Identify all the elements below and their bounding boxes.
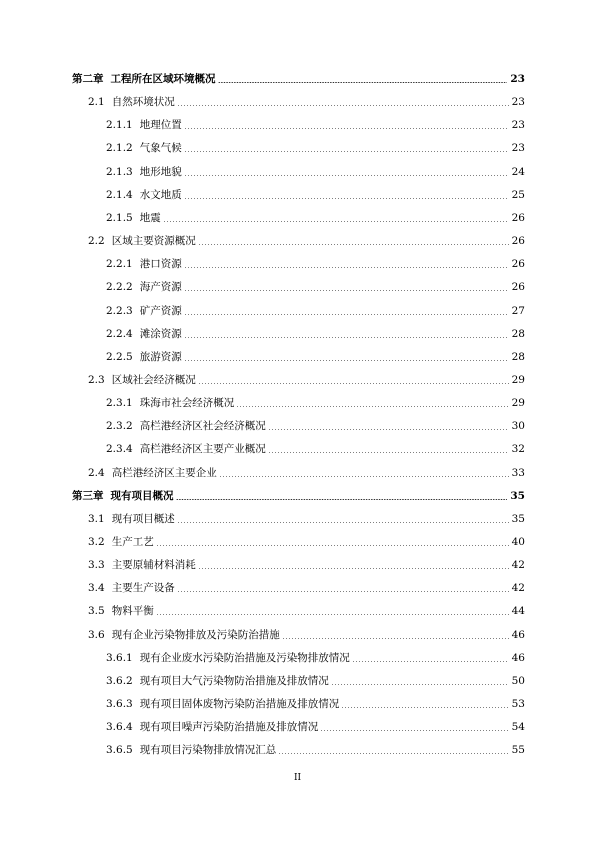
toc-entry[interactable]	[106, 257, 525, 271]
dot-leader	[184, 151, 509, 152]
dot-leader	[184, 314, 509, 315]
toc-entry-title: 现有项目噪声污染防治措施及排放情况	[139, 721, 319, 734]
dot-leader	[282, 638, 509, 639]
dot-leader	[198, 383, 509, 384]
toc-entry-title: 现有企业废水污染防治措施及污染物排放情况	[139, 651, 350, 664]
toc-entry-title: 高栏港经济区社会经济概况	[139, 420, 266, 433]
toc-entry-number: 2.2	[88, 235, 105, 248]
toc-entry-title: 现有项目概述	[111, 512, 175, 525]
dot-leader	[177, 591, 509, 592]
toc-entry-number: 2.3.2	[106, 420, 133, 433]
toc-entry-title: 现有项目概况	[110, 489, 174, 502]
toc-entry-number: 3.6.2	[106, 674, 133, 687]
toc-entry-title: 现有项目大气污染物防治措施及排放情况	[139, 674, 329, 687]
toc-entry-title: 主要原辅材料消耗	[111, 559, 196, 572]
toc-entry-title: 地形地貌	[139, 165, 182, 178]
dot-leader	[352, 661, 509, 662]
dot-leader	[218, 82, 508, 83]
toc-entry[interactable]	[106, 118, 525, 132]
dot-leader	[163, 221, 509, 222]
toc-entry-number: 2.2.2	[106, 281, 133, 294]
toc-entry-page: 24	[511, 165, 525, 178]
toc-entry-title: 现有项目固体废物污染防治措施及排放情况	[139, 698, 340, 711]
toc-entry[interactable]	[106, 720, 525, 734]
toc-entry[interactable]	[106, 327, 525, 341]
dot-leader	[278, 753, 508, 754]
toc-entry-title: 旅游资源	[139, 350, 182, 363]
toc-entry-number: 2.1.1	[106, 119, 133, 132]
toc-entry-number: 2.1.3	[106, 165, 133, 178]
toc-entry-page: 40	[511, 536, 525, 548]
page-number-footer: II	[293, 773, 302, 783]
toc-entry-title: 现有项目污染物排放情况汇总	[139, 744, 277, 757]
toc-entry-number: 第三章	[72, 489, 104, 502]
toc-entry-number: 2.2.5	[106, 350, 133, 363]
toc-entry[interactable]	[88, 234, 525, 248]
toc-entry-number: 2.1.5	[106, 211, 133, 224]
toc-entry-number: 2.3.1	[106, 397, 133, 410]
toc-entry-number: 3.6	[88, 628, 105, 641]
toc-entry-page: 54	[511, 721, 525, 734]
toc-entry-page: 42	[511, 582, 525, 595]
toc-entry-number: 2.2.3	[106, 304, 133, 317]
toc-entry-number: 3.5	[88, 605, 105, 618]
dot-leader	[184, 175, 509, 176]
toc-entry-title: 矿产资源	[139, 304, 182, 317]
toc-entry[interactable]	[106, 350, 525, 364]
toc-entry-page: 23	[511, 142, 525, 155]
dot-leader	[184, 198, 509, 199]
toc-entry-page: 25	[511, 188, 525, 201]
toc-entry[interactable]	[88, 95, 525, 109]
toc-entry-page: 55	[511, 744, 525, 757]
toc-entry-title: 现有企业污染物排放及污染防治措施	[111, 628, 280, 641]
dot-leader	[341, 707, 508, 708]
toc-entry-page: 29	[511, 397, 525, 410]
toc-entry[interactable]	[72, 489, 525, 503]
toc-entry-number: 3.6.5	[106, 744, 133, 757]
dot-leader	[198, 568, 509, 569]
toc-entry-number: 2.1.2	[106, 142, 133, 155]
dot-leader	[268, 429, 509, 430]
toc-entry-number: 2.3.4	[106, 443, 133, 456]
toc-entry-number: 3.6.1	[106, 651, 133, 664]
toc-entry[interactable]	[106, 419, 525, 433]
toc-entry-page: 46	[511, 628, 525, 641]
toc-entry[interactable]	[88, 535, 525, 549]
toc-entry-title: 气象气候	[139, 142, 182, 155]
dot-leader	[320, 730, 508, 731]
toc-entry-title: 珠海市社会经济概况	[139, 397, 235, 410]
toc-entry-number: 3.6.4	[106, 721, 133, 734]
dot-leader	[184, 267, 509, 268]
toc-entry-title: 工程所在区域环境概况	[110, 73, 216, 85]
toc-entry[interactable]	[106, 396, 525, 410]
toc-entry-page: 46	[511, 651, 525, 664]
toc-entry-number: 第二章	[72, 73, 104, 85]
toc-entry-title: 水文地质	[139, 188, 182, 201]
dot-leader	[184, 360, 509, 361]
toc-entry-title: 地理位置	[139, 119, 182, 132]
toc-entry[interactable]	[72, 72, 525, 86]
toc-entry[interactable]	[106, 674, 525, 688]
toc-entry-title: 港口资源	[139, 258, 182, 271]
toc-entry-title: 高栏港经济区主要产业概况	[139, 443, 266, 456]
dot-leader	[219, 476, 509, 477]
dot-leader	[176, 499, 508, 500]
toc-entry[interactable]	[106, 141, 525, 155]
toc-entry-title: 地震	[139, 211, 161, 224]
toc-entry-page: 29	[511, 373, 525, 386]
toc-entry[interactable]	[106, 165, 525, 179]
toc-entry-page: 33	[511, 466, 525, 479]
toc-entry-number: 2.1.4	[106, 188, 133, 201]
toc-entry-number: 3.3	[88, 559, 105, 572]
toc-entry-title: 海产资源	[139, 281, 182, 294]
toc-entry-number: 2.2.4	[106, 327, 133, 340]
toc-entry-number: 2.1	[88, 96, 105, 109]
toc-entry-page: 23	[511, 96, 525, 109]
toc-entry[interactable]	[106, 651, 525, 665]
dot-leader	[331, 684, 509, 685]
toc-entry[interactable]	[88, 558, 525, 572]
toc-entry-title: 滩涂资源	[139, 327, 182, 340]
toc-entry-page: 26	[511, 211, 525, 224]
toc-entry-page: 30	[511, 420, 525, 433]
toc-entry-page: 28	[511, 327, 525, 340]
toc-entry-number: 2.3	[88, 373, 105, 386]
toc-entry[interactable]	[88, 628, 525, 642]
toc-entry-page: 23	[511, 119, 525, 132]
toc-entry[interactable]	[106, 211, 525, 225]
toc-entry-page: 35	[510, 489, 525, 502]
toc-entry-number: 2.2.1	[106, 258, 133, 271]
toc-entry-page: 28	[511, 350, 525, 363]
toc-entry[interactable]	[106, 697, 525, 711]
dot-leader	[268, 452, 509, 453]
toc-entry-page: 35	[511, 512, 525, 525]
toc-entry-number: 2.4	[88, 466, 105, 479]
dot-leader	[177, 105, 509, 106]
toc-entry[interactable]	[88, 373, 525, 387]
toc-entry-page: 26	[511, 281, 525, 294]
toc-entry-page: 32	[511, 443, 525, 456]
toc-entry-number: 3.1	[88, 512, 105, 525]
toc-entry-title: 生产工艺	[111, 536, 154, 548]
toc-entry[interactable]	[88, 581, 525, 595]
toc-entry[interactable]	[106, 280, 525, 294]
toc-entry[interactable]	[106, 743, 525, 757]
toc-entry-number: 3.2	[88, 536, 105, 548]
toc-entry-page: 26	[511, 258, 525, 271]
toc-entry-title: 主要生产设备	[111, 582, 175, 595]
toc-entry-page: 27	[511, 304, 525, 317]
toc-entry-page: 53	[511, 698, 525, 711]
toc-entry[interactable]	[106, 442, 525, 456]
toc-entry-title: 物料平衡	[111, 605, 154, 618]
dot-leader	[156, 545, 509, 546]
toc-entry-title: 区域社会经济概况	[111, 373, 196, 386]
dot-leader	[198, 244, 509, 245]
toc-entry[interactable]	[88, 466, 525, 480]
toc-entry-number: 3.4	[88, 582, 105, 595]
dot-leader	[184, 290, 509, 291]
toc-entry[interactable]	[106, 304, 525, 318]
dot-leader	[156, 614, 509, 615]
dot-leader	[177, 522, 509, 523]
toc-entry-title: 自然环境状况	[111, 96, 175, 109]
toc-entry[interactable]	[88, 512, 525, 526]
toc-entry-title: 区域主要资源概况	[111, 235, 196, 248]
toc-entry-page: 42	[511, 559, 525, 572]
toc-entry-page: 50	[511, 674, 525, 687]
toc-entry[interactable]	[106, 188, 525, 202]
toc-entry[interactable]	[88, 604, 525, 618]
toc-entry-page: 44	[511, 605, 525, 618]
dot-leader	[184, 128, 509, 129]
toc-entry-page: 23	[510, 73, 525, 85]
toc-entry-title: 高栏港经济区主要企业	[111, 466, 217, 479]
toc-entry-number: 3.6.3	[106, 698, 133, 711]
dot-leader	[236, 406, 508, 407]
toc-entry-page: 26	[511, 235, 525, 248]
dot-leader	[184, 337, 509, 338]
